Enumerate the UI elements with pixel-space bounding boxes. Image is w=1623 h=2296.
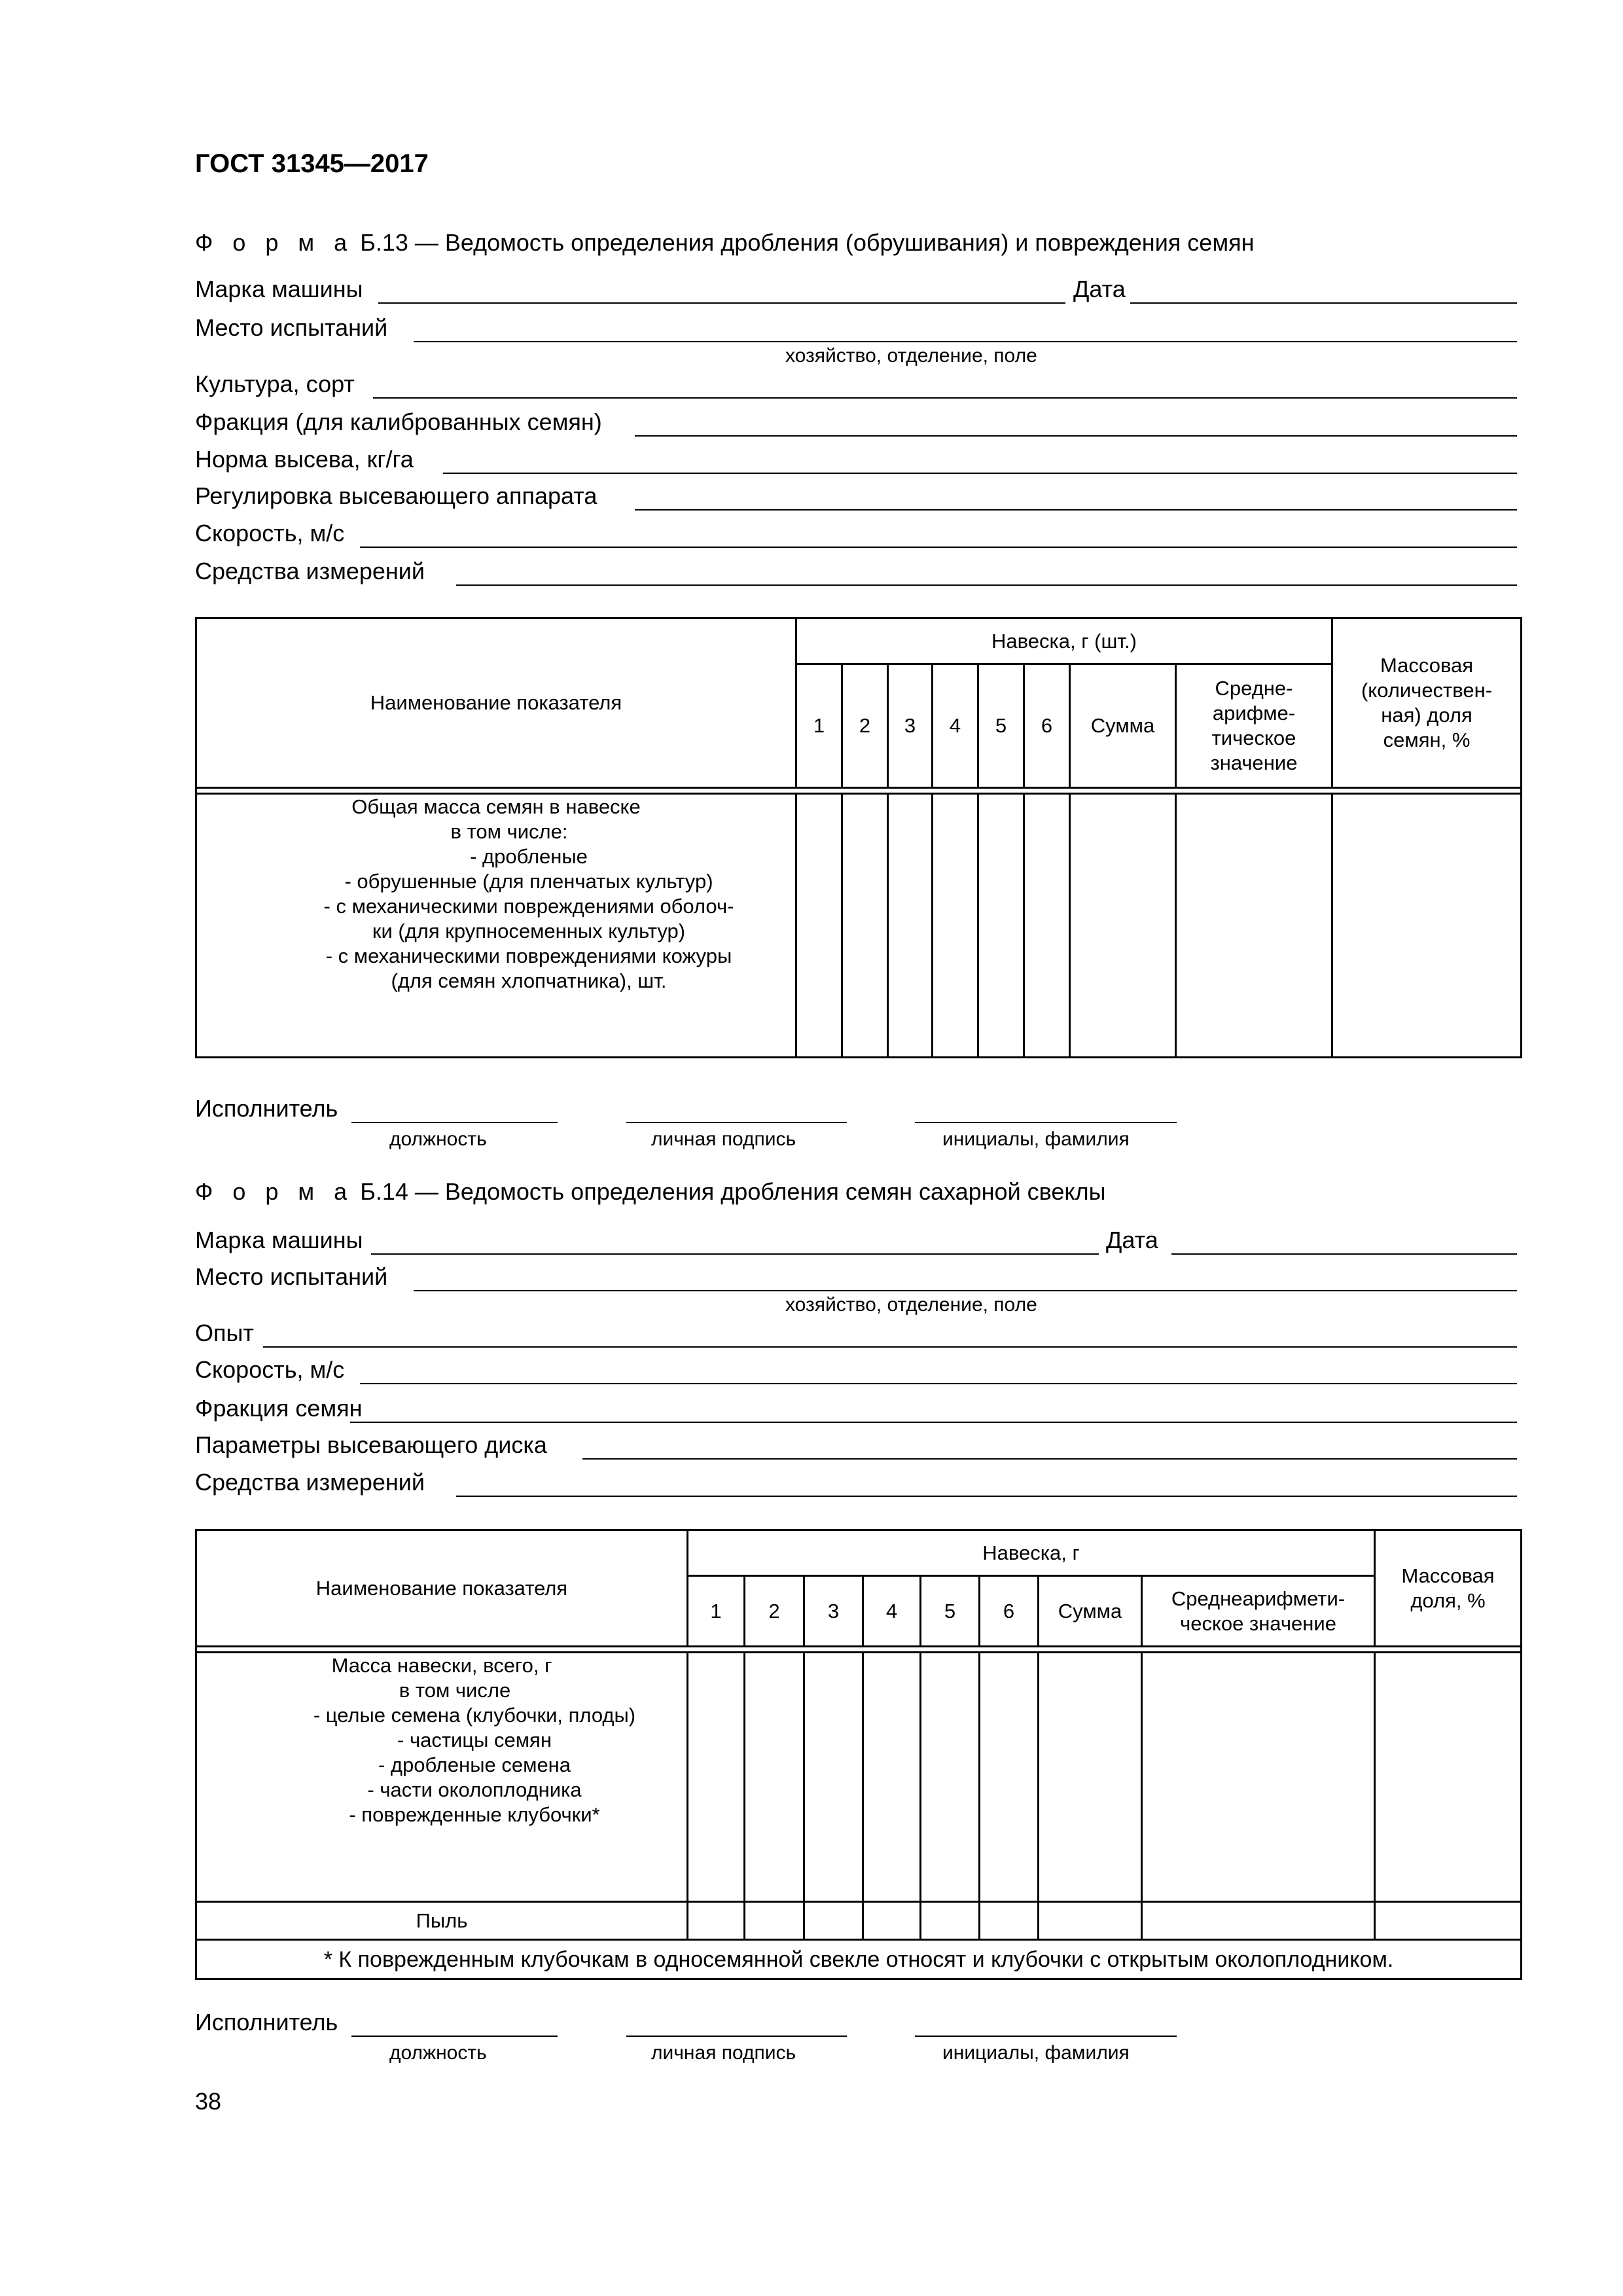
cell-share[interactable] <box>1332 794 1522 1058</box>
field-label-fraction: Фракция (для калиброванных семян) <box>195 408 602 435</box>
header-line: Массовая <box>1401 1564 1495 1587</box>
cell-2[interactable] <box>745 1653 804 1902</box>
row-label: - частицы семян <box>397 1729 552 1751</box>
field-experiment-line[interactable] <box>263 1346 1517 1348</box>
header-line: семян, % <box>1383 728 1471 751</box>
row-label-dust: Пыль <box>196 1902 688 1940</box>
executor-signature-line[interactable] <box>626 1122 847 1123</box>
col-header-sum: Сумма <box>1070 664 1176 788</box>
header-line: Средне- <box>1215 677 1293 700</box>
form14-title <box>195 1178 1105 1206</box>
cell-4[interactable] <box>933 794 978 1058</box>
header-line: ная) доля <box>1381 704 1472 726</box>
field-label-date: Дата <box>1106 1227 1158 1253</box>
cell-share[interactable] <box>1375 1902 1522 1940</box>
cell-mean[interactable] <box>1142 1653 1375 1902</box>
executor-name-line[interactable] <box>915 1122 1177 1123</box>
row-label: - с механическими повреждениями кожуры <box>325 944 732 967</box>
field-label-place: Место испытаний <box>195 314 388 341</box>
header-line: (количествен- <box>1361 679 1493 702</box>
col-header-share <box>1375 1530 1522 1647</box>
cell-4[interactable] <box>863 1653 921 1902</box>
cell-mean[interactable] <box>1176 794 1332 1058</box>
row-label: - с механическими повреждениями оболоч- <box>323 895 734 918</box>
row-label: Общая масса семян в навеске <box>351 795 641 818</box>
header-line: ческое значение <box>1180 1611 1336 1635</box>
col-header-mean <box>1142 1576 1375 1647</box>
field-crop-line[interactable] <box>373 397 1517 399</box>
table-footnote: * К поврежденным клубочкам в односемянной свекле относят и клубочки с открытым околоплодником. <box>196 1940 1522 1979</box>
field-label-machine: Марка машины <box>195 1227 363 1253</box>
col-header-group: Навеска, г (шт.) <box>796 619 1332 664</box>
cell-6[interactable] <box>1024 794 1070 1058</box>
field-machine-line[interactable] <box>371 1253 1099 1255</box>
cell-2[interactable] <box>842 794 888 1058</box>
header-line: тическое <box>1211 726 1296 749</box>
row-names <box>196 1653 688 1902</box>
cell-1[interactable] <box>688 1902 745 1940</box>
col-header-share <box>1332 619 1522 788</box>
table-row-dust <box>196 1902 1522 1940</box>
field-rate-line[interactable] <box>443 473 1517 474</box>
form13-title <box>195 229 1254 257</box>
form-prefix: Ф о р м а <box>195 1178 354 1205</box>
cell-3[interactable] <box>804 1653 863 1902</box>
executor-signature-caption: личная подпись <box>651 1128 796 1150</box>
field-label-experiment: Опыт <box>195 1319 254 1346</box>
row-label: - целые семена (клубочки, плоды) <box>313 1704 636 1727</box>
field-label-instruments: Средства измерений <box>195 1469 425 1496</box>
col-header-5: 5 <box>921 1576 980 1647</box>
col-header-5: 5 <box>978 664 1024 788</box>
field-label-speed: Скорость, м/с <box>195 1356 345 1383</box>
field-fraction-line[interactable] <box>350 1422 1517 1423</box>
cell-2[interactable] <box>745 1902 804 1940</box>
row-label: в том числе <box>399 1679 511 1702</box>
col-header-1: 1 <box>688 1576 745 1647</box>
col-header-3: 3 <box>804 1576 863 1647</box>
field-label-speed: Скорость, м/с <box>195 520 345 547</box>
field-label-instruments: Средства измерений <box>195 558 425 584</box>
executor-name-caption: инициалы, фамилия <box>942 1128 1130 1150</box>
field-date-line[interactable] <box>1171 1253 1517 1255</box>
cell-share[interactable] <box>1375 1653 1522 1902</box>
field-instruments-line[interactable] <box>456 584 1517 586</box>
table-row <box>196 794 1522 1058</box>
col-header-4: 4 <box>933 664 978 788</box>
page-number: 38 <box>195 2088 222 2115</box>
col-header-6: 6 <box>980 1576 1039 1647</box>
field-label-machine: Марка машины <box>195 276 363 302</box>
cell-sum[interactable] <box>1039 1653 1142 1902</box>
col-header-group: Навеска, г <box>688 1530 1375 1576</box>
col-header-2: 2 <box>842 664 888 788</box>
executor-position-line[interactable] <box>351 1122 558 1123</box>
header-line: Среднеарифмети- <box>1171 1587 1346 1610</box>
executor-signature-caption: личная подпись <box>651 2042 796 2064</box>
field-date-line[interactable] <box>1130 302 1517 304</box>
row-label: - обрушенные (для пленчатых культур) <box>344 870 713 893</box>
form-title-text: Б.13 — Ведомость определения дробления (обрушивания) и повреждения семян <box>360 229 1255 256</box>
document-id: ГОСТ 31345—2017 <box>195 149 429 178</box>
row-label: Масса навески, всего, г <box>331 1654 552 1677</box>
cell-4[interactable] <box>863 1902 921 1940</box>
row-label: ки (для крупносеменных культур) <box>372 920 686 942</box>
field-fraction-line[interactable] <box>635 435 1517 437</box>
col-header-sum: Сумма <box>1039 1576 1142 1647</box>
cell-1[interactable] <box>796 794 842 1058</box>
field-speed-line[interactable] <box>360 547 1517 548</box>
executor-position-caption: должность <box>389 1128 487 1150</box>
field-machine-line[interactable] <box>378 302 1065 304</box>
field-label-disk: Параметры высевающего диска <box>195 1431 547 1458</box>
field-place-caption: хозяйство, отделение, поле <box>785 1294 1037 1316</box>
field-disk-line[interactable] <box>582 1458 1517 1460</box>
executor-label: Исполнитель <box>195 1095 338 1122</box>
cell-6[interactable] <box>980 1902 1039 1940</box>
cell-sum[interactable] <box>1039 1902 1142 1940</box>
row-label: - части околоплодника <box>367 1778 582 1801</box>
form-title-text: Б.14 — Ведомость определения дробления семян сахарной свеклы <box>360 1178 1106 1205</box>
form14-table <box>195 1529 1522 1980</box>
field-label-place: Место испытаний <box>195 1263 388 1290</box>
col-header-name: Наименование показателя <box>196 1530 688 1647</box>
executor-position-caption: должность <box>389 2042 487 2064</box>
executor-name-caption: инициалы, фамилия <box>942 2042 1130 2064</box>
cell-6[interactable] <box>980 1653 1039 1902</box>
executor-name-line[interactable] <box>915 2036 1177 2037</box>
row-names <box>196 794 796 1058</box>
field-label-crop: Культура, сорт <box>195 370 355 397</box>
executor-position-line[interactable] <box>351 2036 558 2037</box>
executor-signature-line[interactable] <box>626 2036 847 2037</box>
field-label-adjust: Регулировка высевающего аппарата <box>195 482 597 509</box>
col-header-3: 3 <box>888 664 933 788</box>
field-instruments-line[interactable] <box>456 1496 1517 1497</box>
header-line: арифме- <box>1212 702 1296 725</box>
col-header-2: 2 <box>745 1576 804 1647</box>
form-prefix: Ф о р м а <box>195 229 354 256</box>
header-line: Массовая <box>1380 654 1474 677</box>
cell-3[interactable] <box>804 1902 863 1940</box>
table-row <box>196 1653 1522 1902</box>
cell-1[interactable] <box>688 1653 745 1902</box>
row-label: - дробленые семена <box>378 1753 571 1776</box>
row-label: в том числе: <box>450 820 568 843</box>
field-adjust-line[interactable] <box>635 509 1517 511</box>
field-place-line[interactable] <box>414 1290 1517 1291</box>
field-label-rate: Норма высева, кг/га <box>195 446 414 473</box>
header-line: доля, % <box>1410 1588 1486 1612</box>
executor-label: Исполнитель <box>195 2009 338 2036</box>
row-label: - поврежденные клубочки* <box>349 1803 600 1826</box>
col-header-1: 1 <box>796 664 842 788</box>
cell-5[interactable] <box>921 1902 980 1940</box>
cell-mean[interactable] <box>1142 1902 1375 1940</box>
field-place-line[interactable] <box>414 341 1517 342</box>
col-header-name: Наименование показателя <box>196 619 796 788</box>
field-speed-line[interactable] <box>360 1383 1517 1384</box>
field-label-date: Дата <box>1073 276 1126 302</box>
cell-sum[interactable] <box>1070 794 1176 1058</box>
cell-3[interactable] <box>888 794 933 1058</box>
header-line: значение <box>1210 751 1298 774</box>
col-header-6: 6 <box>1024 664 1070 788</box>
row-label: (для семян хлопчатника), шт. <box>391 969 667 992</box>
col-header-4: 4 <box>863 1576 921 1647</box>
form13-table <box>195 617 1522 1058</box>
field-place-caption: хозяйство, отделение, поле <box>785 345 1037 367</box>
row-label: - дробленые <box>470 845 588 868</box>
field-label-fraction: Фракция семян <box>195 1395 363 1422</box>
col-header-mean <box>1176 664 1332 788</box>
cell-5[interactable] <box>921 1653 980 1902</box>
cell-5[interactable] <box>978 794 1024 1058</box>
